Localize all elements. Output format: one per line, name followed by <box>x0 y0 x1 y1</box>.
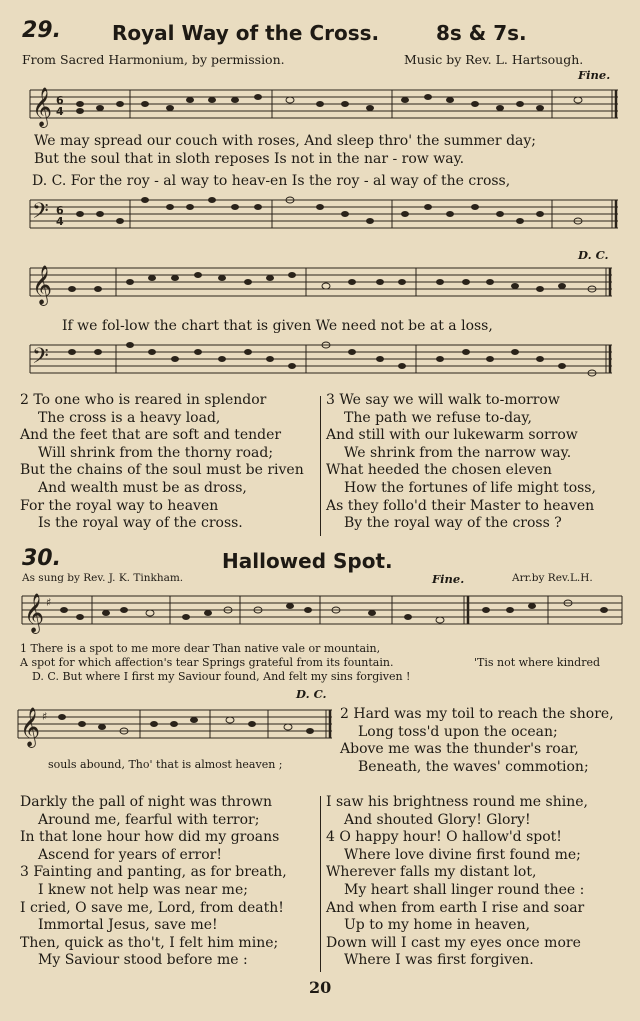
verse-line: For the royal way to heaven <box>20 497 219 514</box>
svg-text:𝄞: 𝄞 <box>24 593 45 633</box>
column-divider <box>320 396 321 536</box>
music-credit: Music by Rev. L. Hartsough. <box>404 52 584 67</box>
verse-2 <box>20 392 304 533</box>
verse-line: What heeded the chosen eleven <box>326 462 552 479</box>
lyric-line: 1 There is a spot to me more dear Than native vale or mountain, <box>20 642 381 655</box>
verse-line: Where I was first forgiven. <box>344 952 534 969</box>
lyric-line-dc: D. C. For the roy - al way to heav-en Is the roy - al way of the cross, <box>32 173 511 189</box>
svg-text:♯: ♯ <box>46 596 52 609</box>
verse-line: But the chains of the soul must be riven <box>20 462 304 479</box>
arranger-credit: Arr.by Rev.L.H. <box>512 572 593 584</box>
verse-line: Around me, fearful with terror; <box>38 811 260 828</box>
verse-line: And the feet that are soft and tender <box>20 427 282 444</box>
svg-text:𝄞: 𝄞 <box>20 707 41 747</box>
page-number: 20 <box>309 978 332 997</box>
verses-left-column <box>20 794 287 970</box>
dc-marker: D. C. <box>578 248 609 262</box>
verse-line: We shrink from the narrow way. <box>344 444 572 461</box>
music-staff-bass-2 <box>0 337 640 387</box>
verse-line: Beneath, the waves' commotion; <box>358 758 589 775</box>
lyric-line: If we fol-low the chart that is given We need not be at a loss, <box>62 318 493 334</box>
svg-text:𝄞: 𝄞 <box>32 265 53 305</box>
verse-line: 3 We say we will walk to-morrow <box>326 392 560 408</box>
verse-line: 2 To one who is reared in splendor <box>20 392 267 408</box>
lyric-line: souls abound, Tho' that is almost heaven ; <box>48 758 283 771</box>
svg-text:6: 6 <box>56 204 64 217</box>
lyric-line: We may spread our couch with roses, And sleep thro' the summer day; <box>34 133 536 149</box>
fine-marker: Fine. <box>432 572 465 586</box>
hymn-meter: 8s & 7s. <box>436 21 527 45</box>
verse-line: Is the royal way of the cross. <box>38 515 243 532</box>
verse-line: 3 Fainting and panting, as for breath, <box>20 864 287 881</box>
verse-line: How the fortunes of life might toss, <box>344 479 596 496</box>
verse-line: Long toss'd upon the ocean; <box>358 723 558 740</box>
verse-line: I cried, O save me, Lord, from death! <box>20 899 284 916</box>
svg-text:♯: ♯ <box>42 710 48 723</box>
verse-line: Darkly the pall of night was thrown <box>20 794 273 810</box>
svg-text:6: 6 <box>56 94 64 107</box>
verse-line: My heart shall linger round thee : <box>344 881 585 898</box>
verse-line: I knew not help was near me; <box>38 881 248 898</box>
music-staff-treble-2 <box>0 262 640 312</box>
verse-line: In that lone hour how did my groans <box>20 829 280 846</box>
verse-line: Where love divine first found me; <box>344 846 581 863</box>
verse-2-hymn30 <box>340 706 614 776</box>
verse-line: Up to my home in heaven, <box>344 917 531 934</box>
verse-line: Then, quick as tho't, I felt him mine; <box>20 934 279 951</box>
lyric-line-dc: D. C. But where I first my Saviour found, And felt my sins forgiven ! <box>32 670 411 683</box>
hymn-number: 30. <box>22 546 61 571</box>
verse-line: Will shrink from the thorny road; <box>38 444 274 461</box>
source-credit: As sung by Rev. J. K. Tinkham. <box>22 572 184 584</box>
svg-text:𝄢: 𝄢 <box>32 344 49 374</box>
verse-line: By the royal way of the cross ? <box>344 515 562 532</box>
lyric-continuation: 'Tis not where kindred <box>474 656 601 669</box>
svg-text:𝄞: 𝄞 <box>32 87 53 127</box>
verse-line: Ascend for years of error! <box>38 846 222 863</box>
verse-line: The cross is a heavy load, <box>38 409 221 426</box>
svg-text:4: 4 <box>56 215 64 228</box>
lyric-line: But the soul that in sloth reposes Is not in the nar - row way. <box>34 151 465 167</box>
verse-line: And when from earth I rise and soar <box>326 899 585 916</box>
verse-line: As they follo'd their Master to heaven <box>326 497 595 514</box>
verse-line: 4 O happy hour! O hallow'd spot! <box>326 829 562 846</box>
verse-line: The path we refuse to-day, <box>344 409 532 426</box>
hymn-number: 29. <box>22 18 61 43</box>
verse-line: I saw his brightness round me shine, <box>326 794 588 810</box>
fine-marker: Fine. <box>578 68 611 82</box>
svg-text:4: 4 <box>56 105 64 118</box>
music-staff-hymn30-2 <box>0 700 340 754</box>
svg-text:𝄢: 𝄢 <box>32 199 49 229</box>
music-staff-bass-1 <box>0 192 640 242</box>
verse-3 <box>326 392 596 533</box>
verse-line: Immortal Jesus, save me! <box>38 917 218 934</box>
verses-right-column <box>326 794 588 970</box>
verse-line: Down will I cast my eyes once more <box>326 934 581 951</box>
verse-line: My Saviour stood before me : <box>38 952 248 969</box>
music-staff-treble-1 <box>0 84 640 134</box>
music-staff-hymn30-1 <box>0 586 640 642</box>
verse-line: And still with our lukewarm sorrow <box>326 427 578 444</box>
verse-line: And shouted Glory! Glory! <box>344 811 531 828</box>
dc-marker: D. C. <box>296 687 327 701</box>
hymn-title: Royal Way of the Cross. <box>112 21 380 45</box>
source-credit: From Sacred Harmonium, by permission. <box>22 52 285 67</box>
verse-line: And wealth must be as dross, <box>38 479 247 496</box>
hymn-title: Hallowed Spot. <box>222 549 393 573</box>
verse-line: Wherever falls my distant lot, <box>326 864 537 881</box>
column-divider <box>320 796 321 972</box>
verse-line: Above me was the thunder's roar, <box>340 741 579 758</box>
verse-line: 2 Hard was my toil to reach the shore, <box>340 706 614 722</box>
lyric-line: A spot for which affection's tear Springs grateful from its fountain. <box>20 656 394 669</box>
